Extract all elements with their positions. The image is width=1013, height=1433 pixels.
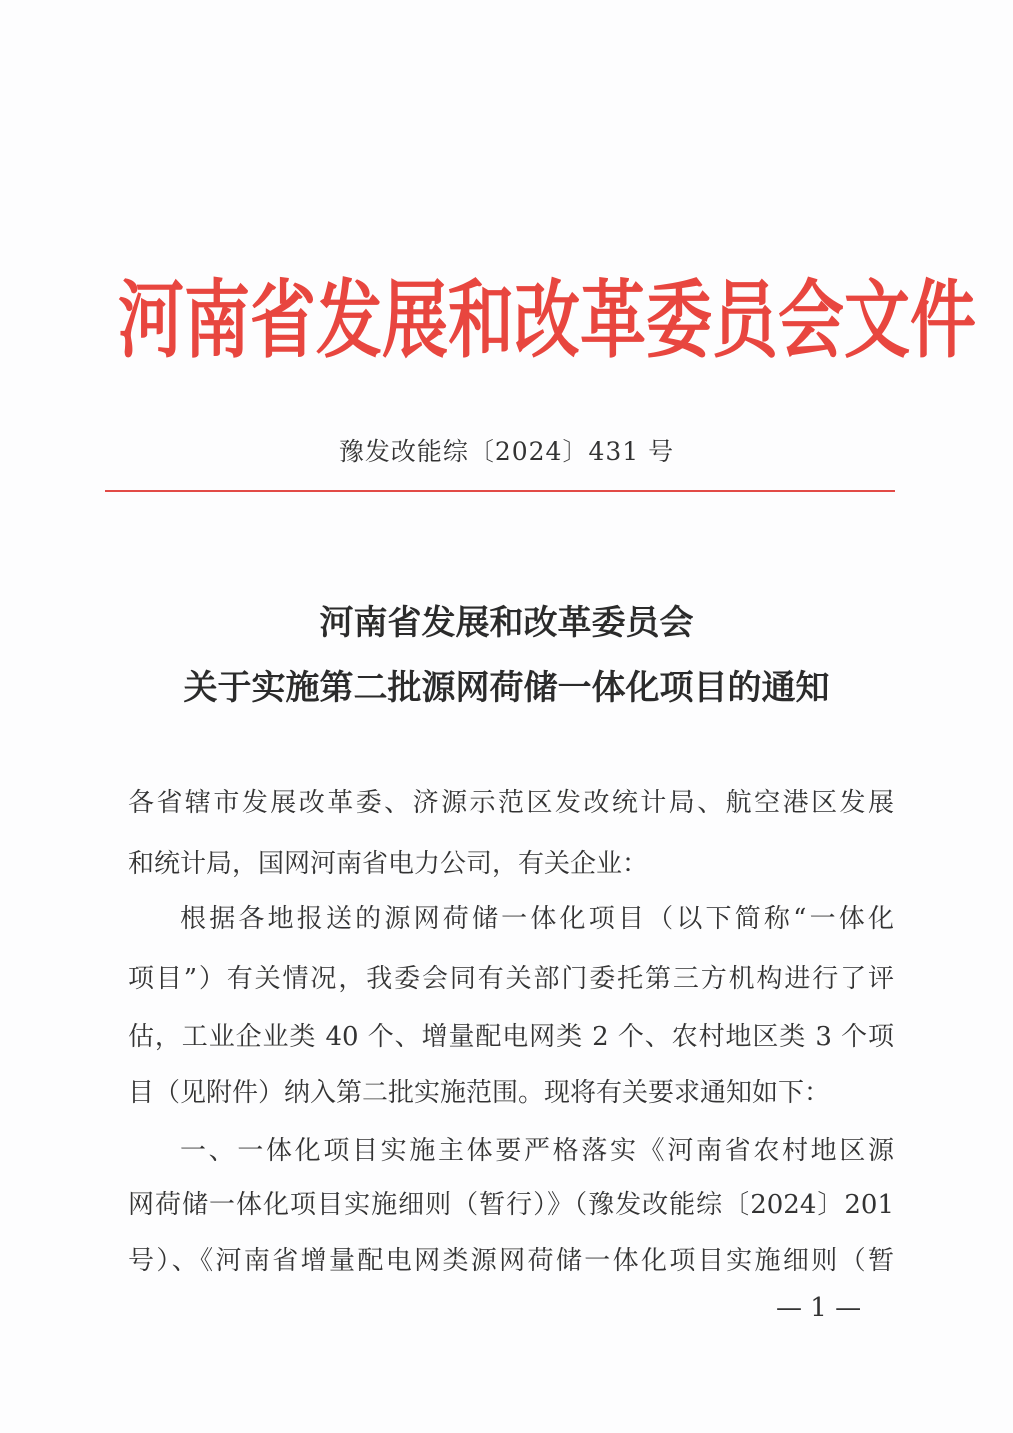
addressee-line-1: 各省辖市发展改革委、济源示范区发改统计局、航空港区发展 bbox=[128, 788, 894, 818]
red-divider-line bbox=[105, 490, 895, 492]
page-number: — 1 — bbox=[776, 1293, 862, 1323]
paragraph-1-line-2: 项目”）有关情况，我委会同有关部门委托第三方机构进行了评 bbox=[128, 964, 894, 994]
paragraph-1-line-3: 估，工业企业类 40 个、增量配电网类 2 个、农村地区类 3 个项 bbox=[128, 1022, 894, 1052]
paragraph-1-line-4: 目（见附件）纳入第二批实施范围。现将有关要求通知如下： bbox=[128, 1078, 831, 1108]
document-title-line-1: 河南省发展和改革委员会 bbox=[319, 603, 694, 643]
paragraph-1-line-1: 根据各地报送的源网荷储一体化项目（以下简称“一体化 bbox=[180, 904, 894, 934]
paragraph-2-line-3: 号）、《河南省增量配电网类源网荷储一体化项目实施细则（暂 bbox=[128, 1246, 894, 1276]
paragraph-2-line-1: 一、一体化项目实施主体要严格落实《河南省农村地区源 bbox=[180, 1136, 894, 1166]
document-number: 豫发改能综〔2024〕431 号 bbox=[338, 437, 675, 466]
document-title-line-2: 关于实施第二批源网荷储一体化项目的通知 bbox=[183, 668, 830, 708]
masthead-title: 河南省发展和改革委员会文件 bbox=[118, 270, 976, 370]
paragraph-2-line-2: 网荷储一体化项目实施细则（暂行）》（豫发改能综〔2024〕201 bbox=[128, 1190, 894, 1220]
addressee-line-2: 和统计局，国网河南省电力公司，有关企业： bbox=[128, 849, 649, 879]
